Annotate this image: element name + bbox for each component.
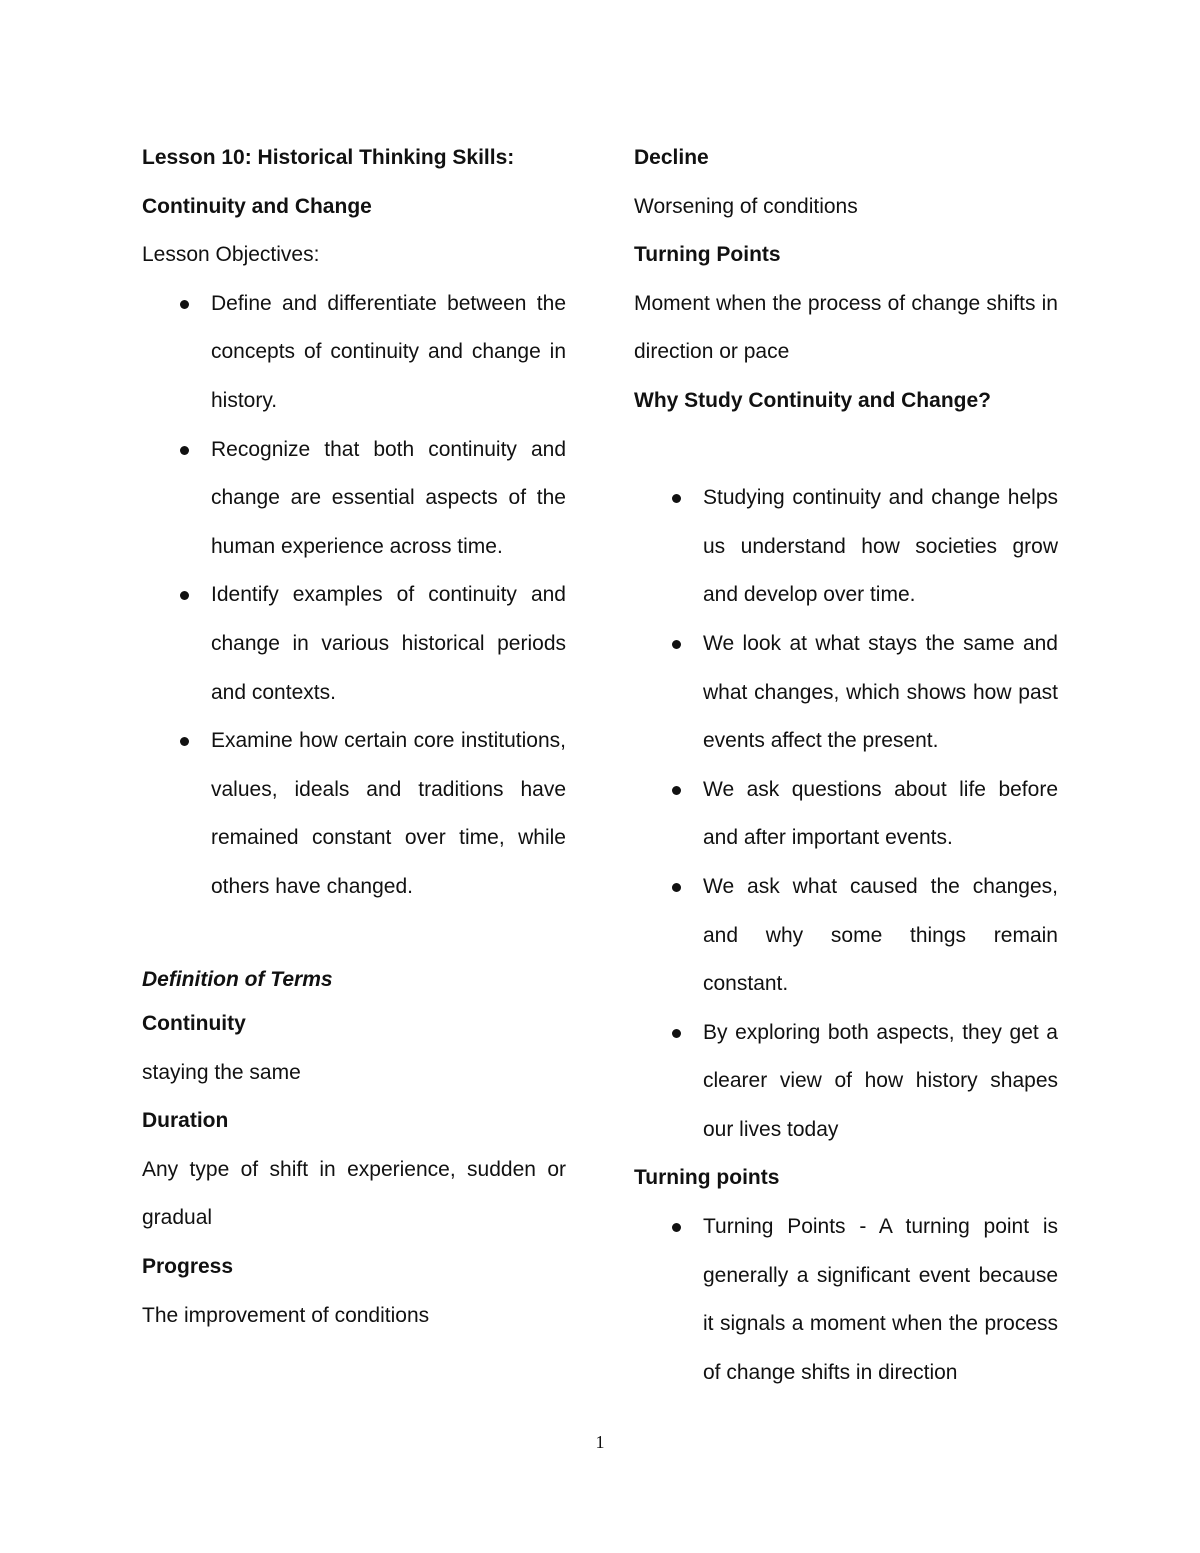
spacer [634,426,1058,475]
why-item: We ask questions about life before and after important events. [634,766,1058,863]
page-number: 1 [595,1432,605,1452]
definition-continuity: staying the same [142,1060,301,1084]
definitions-heading: Definition of Terms [142,968,333,992]
term-duration: Duration [142,1109,229,1133]
objective-item: Define and differentiate between the concepts of continuity and change in history. [142,280,566,426]
objective-item: Recognize that both continuity and change are essential aspects of the human experience across time. [142,426,566,572]
definition-duration: Any type of shift in experience, sudden or gradual [142,1157,566,1230]
definition-decline: Worsening of conditions [634,194,858,218]
turning-heading: Turning points [634,1166,780,1190]
objective-item: Examine how certain core institutions, values, ideals and traditions have remained constant over time, while others have changed. [142,717,566,911]
term-progress: Progress [142,1255,234,1279]
why-heading: Why Study Continuity and Change? [634,388,991,412]
left-column [142,134,566,1340]
why-item: By exploring both aspects, they get a clearer view of how history shapes our lives today [634,1009,1058,1155]
term-continuity: Continuity [142,1012,246,1036]
definition-turning-points: Moment when the process of change shifts in direction or pace [634,291,1058,364]
term-turning-points: Turning Points [634,243,781,267]
right-column [634,134,1058,1397]
spacer [142,912,566,961]
objectives-label: Lesson Objectives: [142,243,320,267]
why-item: Studying continuity and change helps us understand how societies grow and develop over time. [634,474,1058,620]
definition-progress: The improvement of conditions [142,1303,430,1327]
turning-list [634,1203,1058,1397]
why-item: We ask what caused the changes, and why some things remain constant. [634,863,1058,1009]
lesson-title: Lesson 10: Historical Thinking Skills: [142,146,515,169]
why-item: We look at what stays the same and what changes, which shows how past events affect the present. [634,620,1058,766]
why-list [634,474,1058,1154]
lesson-subtitle: Continuity and Change [142,194,372,218]
term-decline: Decline [634,146,709,169]
turning-item: Turning Points - A turning point is generally a significant event because it signals a moment when the process of change shifts in direction [634,1203,1058,1397]
objective-item: Identify examples of continuity and change in various historical periods and contexts. [142,571,566,717]
objectives-list [142,280,566,912]
